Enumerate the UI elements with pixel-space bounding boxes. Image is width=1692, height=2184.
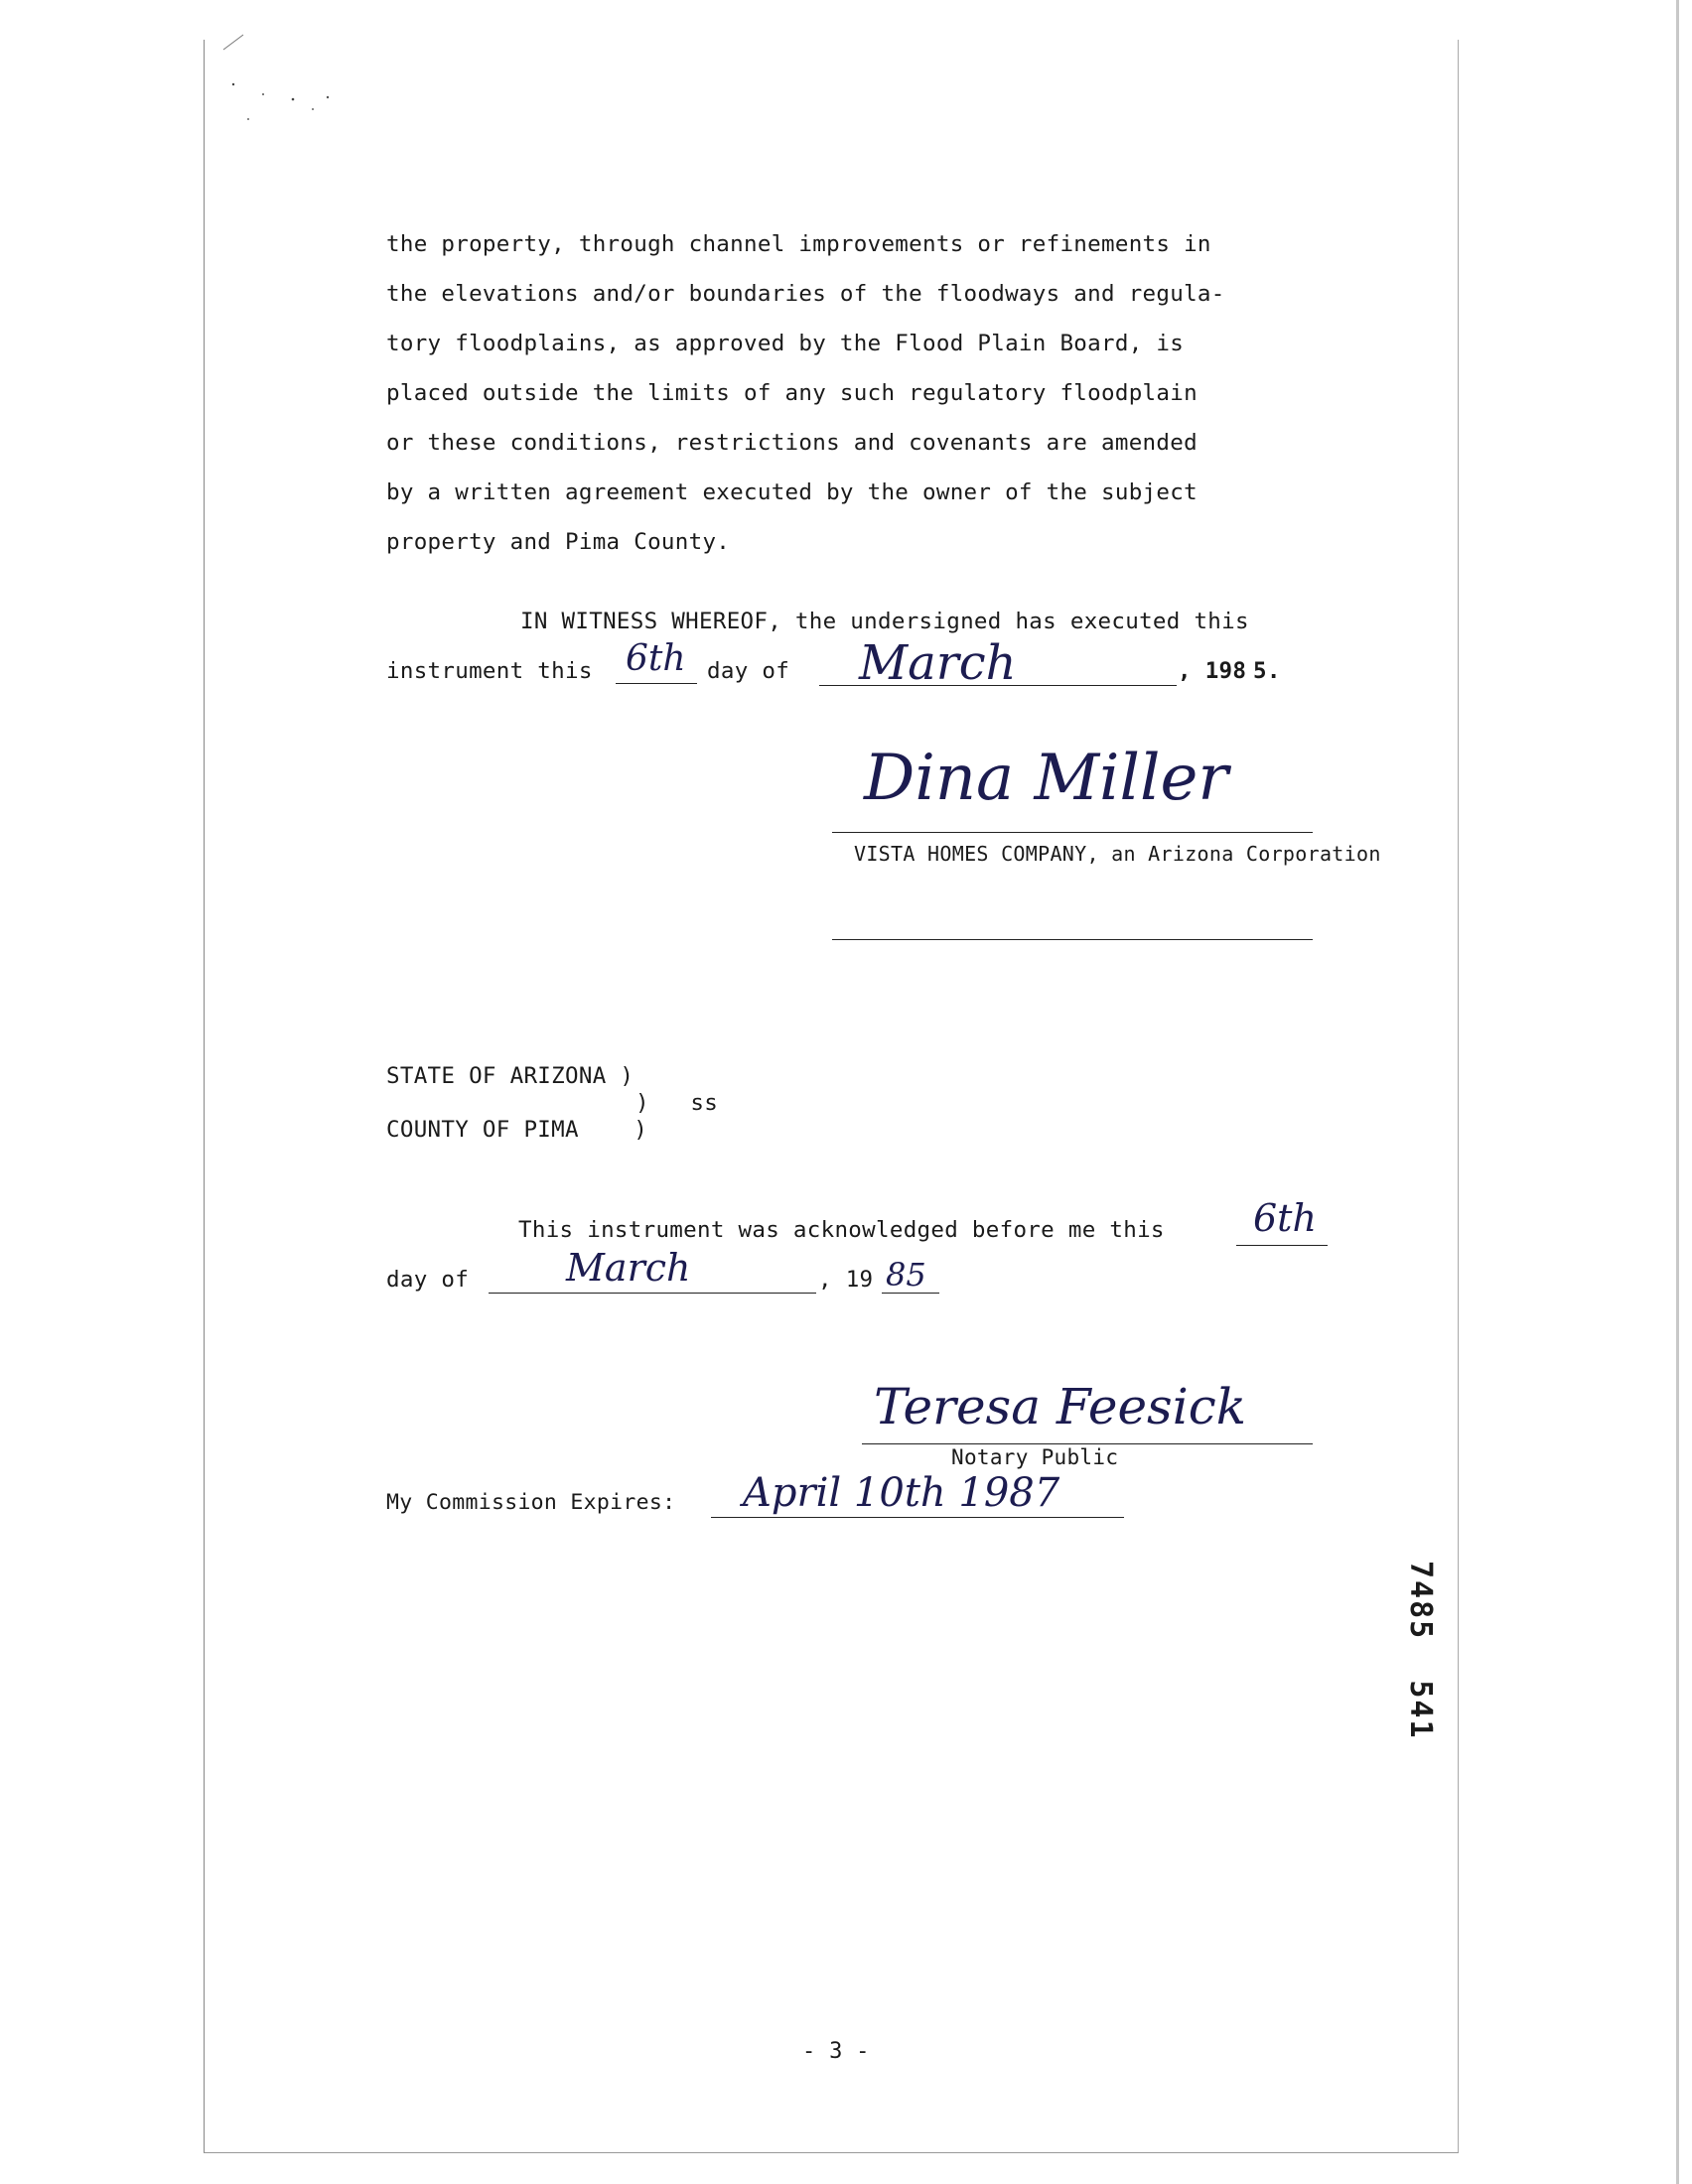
paragraph-line: by a written agreement executed by the owner of the subject (386, 479, 1198, 505)
notary-signature: Teresa Feesick (874, 1378, 1246, 1435)
scan-edge (1676, 0, 1679, 2184)
signature-line (832, 832, 1313, 833)
company-name: VISTA HOMES COMPANY, an Arizona Corporation (854, 842, 1381, 866)
witness-month-handwritten: March (859, 635, 1017, 691)
ack-month-handwritten: March (566, 1246, 691, 1290)
company-signature: Dina Miller (864, 742, 1228, 815)
ack-year-handwritten: 85 (886, 1256, 926, 1294)
paragraph-line: or these conditions, restrictions and covenants are amended (386, 430, 1198, 456)
paragraph-line: placed outside the limits of any such regulatory floodplain (386, 380, 1198, 406)
scan-specks (204, 40, 402, 159)
notary-title: Notary Public (951, 1445, 1119, 1469)
witness-year-handwritten: 5. (1253, 658, 1281, 684)
paragraph-line: the elevations and/or boundaries of the floodways and regula- (386, 281, 1225, 307)
witness-day-of-label: day of (707, 658, 790, 684)
page-frame (204, 40, 1459, 2153)
commission-blank (711, 1517, 1124, 1518)
paragraph-line: property and Pima County. (386, 529, 731, 555)
witness-year-prefix: , 198 (1178, 658, 1247, 684)
witness-day-handwritten: 6th (626, 638, 686, 679)
notary-signature-line (862, 1443, 1313, 1444)
page-number: - 3 - (802, 2039, 870, 2064)
witness-instrument-label: instrument this (386, 658, 593, 684)
witness-line: IN WITNESS WHEREOF, the undersigned has executed this (520, 609, 1249, 634)
ack-month-blank (489, 1293, 816, 1294)
acknowledgment-line: This instrument was acknowledged before me this (518, 1217, 1165, 1243)
commission-label: My Commission Expires: (386, 1490, 676, 1515)
second-signature-line (832, 939, 1313, 940)
ack-year-prefix: , 19 (818, 1267, 874, 1293)
paragraph-line: the property, through channel improvements or refinements in (386, 231, 1211, 257)
commission-date-handwritten: April 10th 1987 (743, 1470, 1060, 1516)
ack-day-handwritten: 6th (1253, 1196, 1317, 1240)
day-blank (616, 683, 697, 684)
ack-day-of-label: day of (386, 1267, 470, 1293)
venue-state: STATE OF ARIZONA ) (386, 1063, 634, 1089)
paragraph-line: tory floodplains, as approved by the Flood Plain Board, is (386, 331, 1185, 356)
venue-county: COUNTY OF PIMA ) (386, 1117, 648, 1143)
ack-day-blank (1236, 1245, 1328, 1246)
venue-ss: ) ss (635, 1090, 719, 1116)
docket-number: 7485 541 (1403, 1561, 1438, 1740)
